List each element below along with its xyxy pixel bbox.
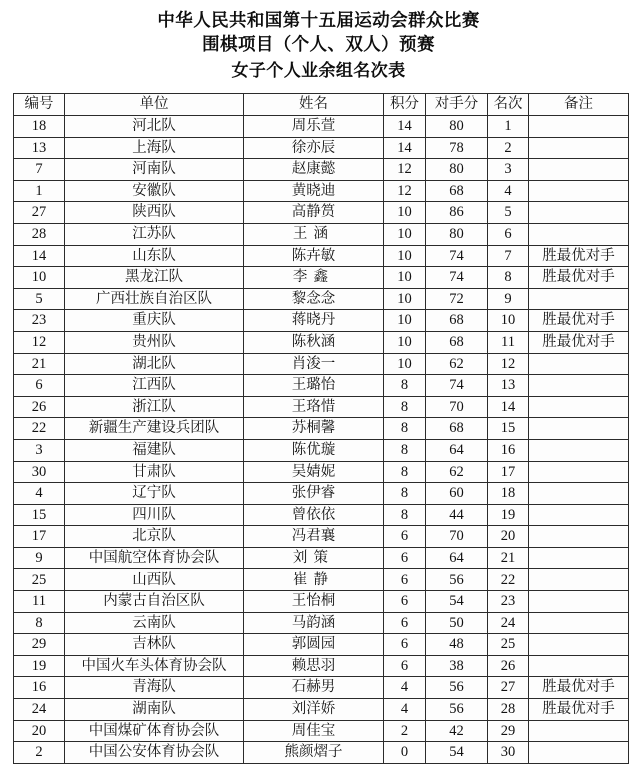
cell-name: 高静筼	[244, 202, 384, 224]
cell-remark	[529, 547, 629, 569]
cell-remark	[529, 461, 629, 483]
cell-unit: 河南队	[65, 159, 244, 181]
cell-id: 24	[14, 699, 65, 721]
results-table	[13, 93, 629, 764]
cell-id: 29	[14, 634, 65, 656]
cell-score: 8	[384, 396, 426, 418]
title-line-3: 女子个人业余组名次表	[231, 60, 406, 80]
cell-id: 11	[14, 591, 65, 613]
cell-rank: 5	[488, 202, 529, 224]
cell-rank: 4	[488, 180, 529, 202]
cell-remark	[529, 418, 629, 440]
column-header-name: 姓名	[244, 94, 384, 116]
cell-unit: 新疆生产建设兵团队	[65, 418, 244, 440]
cell-remark	[529, 439, 629, 461]
cell-rank: 11	[488, 331, 529, 353]
cell-id: 21	[14, 353, 65, 375]
cell-score: 8	[384, 461, 426, 483]
cell-rank: 28	[488, 699, 529, 721]
table-row	[14, 461, 629, 483]
cell-unit: 湖南队	[65, 699, 244, 721]
cell-remark: 胜最优对手	[529, 699, 629, 721]
results-table-container	[13, 93, 628, 764]
cell-remark	[529, 180, 629, 202]
cell-unit: 中国航空体育协会队	[65, 547, 244, 569]
cell-unit: 北京队	[65, 526, 244, 548]
cell-opponent-score: 54	[426, 742, 488, 764]
cell-id: 8	[14, 612, 65, 634]
cell-rank: 19	[488, 504, 529, 526]
cell-rank: 22	[488, 569, 529, 591]
cell-opponent-score: 62	[426, 353, 488, 375]
cell-opponent-score: 68	[426, 418, 488, 440]
cell-unit: 四川队	[65, 504, 244, 526]
cell-id: 3	[14, 439, 65, 461]
cell-id: 19	[14, 655, 65, 677]
cell-rank: 29	[488, 720, 529, 742]
cell-id: 5	[14, 288, 65, 310]
table-header-row	[14, 94, 629, 116]
cell-score: 8	[384, 483, 426, 505]
cell-unit: 山东队	[65, 245, 244, 267]
column-header-remark: 备注	[529, 94, 629, 116]
cell-name: 王怡桐	[244, 591, 384, 613]
table-row	[14, 353, 629, 375]
cell-unit: 贵州队	[65, 331, 244, 353]
cell-remark	[529, 483, 629, 505]
cell-name: 刘洋娇	[244, 699, 384, 721]
cell-score: 10	[384, 245, 426, 267]
cell-remark: 胜最优对手	[529, 331, 629, 353]
cell-unit: 内蒙古自治区队	[65, 591, 244, 613]
cell-rank: 24	[488, 612, 529, 634]
cell-score: 4	[384, 677, 426, 699]
table-row	[14, 569, 629, 591]
cell-remark	[529, 202, 629, 224]
cell-opponent-score: 70	[426, 396, 488, 418]
cell-unit: 中国火车头体育协会队	[65, 655, 244, 677]
cell-score: 10	[384, 223, 426, 245]
title-line-2: 围棋项目（个人、双人）预赛	[202, 34, 435, 55]
cell-id: 28	[14, 223, 65, 245]
cell-name: 冯君襄	[244, 526, 384, 548]
table-row	[14, 699, 629, 721]
cell-remark	[529, 504, 629, 526]
cell-name: 徐亦辰	[244, 137, 384, 159]
table-row	[14, 245, 629, 267]
cell-opponent-score: 72	[426, 288, 488, 310]
cell-score: 6	[384, 634, 426, 656]
cell-unit: 江西队	[65, 375, 244, 397]
cell-name: 王涵	[244, 223, 384, 245]
cell-score: 10	[384, 331, 426, 353]
cell-unit: 浙江队	[65, 396, 244, 418]
cell-rank: 30	[488, 742, 529, 764]
table-row	[14, 742, 629, 764]
cell-score: 0	[384, 742, 426, 764]
cell-opponent-score: 50	[426, 612, 488, 634]
cell-name: 石赫男	[244, 677, 384, 699]
cell-name: 刘策	[244, 547, 384, 569]
cell-opponent-score: 68	[426, 180, 488, 202]
cell-unit: 河北队	[65, 116, 244, 138]
cell-id: 26	[14, 396, 65, 418]
cell-unit: 山西队	[65, 569, 244, 591]
cell-opponent-score: 42	[426, 720, 488, 742]
cell-name: 蒋晓丹	[244, 310, 384, 332]
cell-name: 崔静	[244, 569, 384, 591]
cell-remark: 胜最优对手	[529, 267, 629, 289]
cell-score: 4	[384, 699, 426, 721]
cell-name: 郭圆园	[244, 634, 384, 656]
table-row	[14, 202, 629, 224]
cell-score: 6	[384, 547, 426, 569]
table-header	[14, 94, 629, 116]
cell-name: 李鑫	[244, 267, 384, 289]
cell-name: 王璐怡	[244, 375, 384, 397]
cell-score: 10	[384, 353, 426, 375]
cell-rank: 27	[488, 677, 529, 699]
table-row	[14, 483, 629, 505]
cell-name: 苏桐馨	[244, 418, 384, 440]
cell-remark	[529, 591, 629, 613]
cell-name: 陈优璇	[244, 439, 384, 461]
cell-rank: 13	[488, 375, 529, 397]
cell-rank: 20	[488, 526, 529, 548]
table-row	[14, 396, 629, 418]
table-row	[14, 655, 629, 677]
cell-remark	[529, 526, 629, 548]
cell-unit: 青海队	[65, 677, 244, 699]
cell-remark	[529, 353, 629, 375]
cell-remark	[529, 569, 629, 591]
cell-remark	[529, 612, 629, 634]
cell-unit: 安徽队	[65, 180, 244, 202]
cell-score: 12	[384, 159, 426, 181]
cell-id: 15	[14, 504, 65, 526]
cell-id: 30	[14, 461, 65, 483]
cell-id: 12	[14, 331, 65, 353]
cell-name: 陈秋涵	[244, 331, 384, 353]
column-header-id: 编号	[14, 94, 65, 116]
cell-name: 黎念念	[244, 288, 384, 310]
column-header-score: 积分	[384, 94, 426, 116]
cell-rank: 7	[488, 245, 529, 267]
cell-score: 6	[384, 612, 426, 634]
cell-rank: 12	[488, 353, 529, 375]
cell-rank: 10	[488, 310, 529, 332]
cell-rank: 9	[488, 288, 529, 310]
cell-name: 张伊睿	[244, 483, 384, 505]
table-row	[14, 634, 629, 656]
cell-rank: 26	[488, 655, 529, 677]
cell-rank: 14	[488, 396, 529, 418]
cell-score: 14	[384, 137, 426, 159]
table-row	[14, 677, 629, 699]
cell-opponent-score: 74	[426, 267, 488, 289]
cell-rank: 3	[488, 159, 529, 181]
cell-score: 10	[384, 267, 426, 289]
cell-opponent-score: 78	[426, 137, 488, 159]
cell-score: 6	[384, 591, 426, 613]
cell-score: 14	[384, 116, 426, 138]
table-row	[14, 720, 629, 742]
cell-rank: 23	[488, 591, 529, 613]
cell-id: 14	[14, 245, 65, 267]
cell-unit: 中国公安体育协会队	[65, 742, 244, 764]
cell-opponent-score: 56	[426, 569, 488, 591]
cell-opponent-score: 68	[426, 331, 488, 353]
cell-opponent-score: 44	[426, 504, 488, 526]
table-row	[14, 116, 629, 138]
cell-id: 13	[14, 137, 65, 159]
cell-opponent-score: 70	[426, 526, 488, 548]
cell-name: 赖思羽	[244, 655, 384, 677]
cell-id: 16	[14, 677, 65, 699]
cell-score: 6	[384, 569, 426, 591]
table-row	[14, 137, 629, 159]
table-row	[14, 310, 629, 332]
cell-id: 1	[14, 180, 65, 202]
cell-score: 8	[384, 375, 426, 397]
cell-id: 25	[14, 569, 65, 591]
cell-opponent-score: 80	[426, 116, 488, 138]
cell-remark: 胜最优对手	[529, 310, 629, 332]
cell-id: 23	[14, 310, 65, 332]
table-row	[14, 526, 629, 548]
cell-unit: 广西壮族自治区队	[65, 288, 244, 310]
cell-unit: 辽宁队	[65, 483, 244, 505]
table-row	[14, 375, 629, 397]
table-row	[14, 331, 629, 353]
cell-score: 8	[384, 418, 426, 440]
cell-remark	[529, 720, 629, 742]
cell-opponent-score: 38	[426, 655, 488, 677]
cell-unit: 上海队	[65, 137, 244, 159]
cell-rank: 16	[488, 439, 529, 461]
title-line-1: 中华人民共和国第十五届运动会群众比赛	[157, 10, 480, 30]
cell-unit: 吉林队	[65, 634, 244, 656]
cell-unit: 甘肃队	[65, 461, 244, 483]
document-title-block	[0, 0, 637, 82]
cell-rank: 18	[488, 483, 529, 505]
cell-name: 赵康懿	[244, 159, 384, 181]
cell-name: 周乐萱	[244, 116, 384, 138]
cell-id: 9	[14, 547, 65, 569]
column-header-opponent-score: 对手分	[426, 94, 488, 116]
cell-remark	[529, 396, 629, 418]
cell-unit: 福建队	[65, 439, 244, 461]
cell-unit: 江苏队	[65, 223, 244, 245]
cell-name: 肖浚一	[244, 353, 384, 375]
cell-opponent-score: 54	[426, 591, 488, 613]
cell-remark	[529, 223, 629, 245]
cell-rank: 1	[488, 116, 529, 138]
table-row	[14, 547, 629, 569]
cell-opponent-score: 64	[426, 547, 488, 569]
cell-unit: 陕西队	[65, 202, 244, 224]
cell-score: 6	[384, 526, 426, 548]
cell-name: 曾依依	[244, 504, 384, 526]
cell-rank: 15	[488, 418, 529, 440]
cell-remark: 胜最优对手	[529, 245, 629, 267]
cell-opponent-score: 80	[426, 223, 488, 245]
column-header-unit: 单位	[65, 94, 244, 116]
table-row	[14, 439, 629, 461]
cell-name: 熊颜熠子	[244, 742, 384, 764]
table-body	[14, 116, 629, 764]
cell-remark	[529, 116, 629, 138]
cell-opponent-score: 48	[426, 634, 488, 656]
cell-name: 陈卉敏	[244, 245, 384, 267]
cell-opponent-score: 56	[426, 677, 488, 699]
cell-name: 王珞惜	[244, 396, 384, 418]
cell-unit: 湖北队	[65, 353, 244, 375]
table-row	[14, 612, 629, 634]
cell-rank: 6	[488, 223, 529, 245]
cell-id: 27	[14, 202, 65, 224]
cell-remark: 胜最优对手	[529, 677, 629, 699]
table-row	[14, 267, 629, 289]
cell-remark	[529, 634, 629, 656]
cell-score: 10	[384, 310, 426, 332]
cell-unit: 重庆队	[65, 310, 244, 332]
cell-id: 7	[14, 159, 65, 181]
cell-score: 2	[384, 720, 426, 742]
cell-score: 10	[384, 202, 426, 224]
cell-opponent-score: 74	[426, 375, 488, 397]
cell-opponent-score: 60	[426, 483, 488, 505]
cell-remark	[529, 137, 629, 159]
cell-opponent-score: 74	[426, 245, 488, 267]
cell-score: 12	[384, 180, 426, 202]
table-row	[14, 223, 629, 245]
cell-rank: 8	[488, 267, 529, 289]
cell-id: 17	[14, 526, 65, 548]
cell-id: 4	[14, 483, 65, 505]
cell-rank: 17	[488, 461, 529, 483]
cell-name: 周佳宝	[244, 720, 384, 742]
cell-id: 2	[14, 742, 65, 764]
cell-opponent-score: 62	[426, 461, 488, 483]
cell-score: 8	[384, 504, 426, 526]
cell-id: 22	[14, 418, 65, 440]
column-header-rank: 名次	[488, 94, 529, 116]
cell-opponent-score: 86	[426, 202, 488, 224]
cell-remark	[529, 375, 629, 397]
table-row	[14, 159, 629, 181]
cell-remark	[529, 742, 629, 764]
cell-unit: 云南队	[65, 612, 244, 634]
cell-unit: 黑龙江队	[65, 267, 244, 289]
cell-name: 马韵涵	[244, 612, 384, 634]
cell-name: 吴婧妮	[244, 461, 384, 483]
cell-opponent-score: 68	[426, 310, 488, 332]
cell-rank: 2	[488, 137, 529, 159]
cell-remark	[529, 159, 629, 181]
cell-id: 20	[14, 720, 65, 742]
cell-rank: 21	[488, 547, 529, 569]
cell-opponent-score: 56	[426, 699, 488, 721]
cell-score: 8	[384, 439, 426, 461]
table-row	[14, 288, 629, 310]
table-row	[14, 418, 629, 440]
cell-id: 6	[14, 375, 65, 397]
cell-rank: 25	[488, 634, 529, 656]
table-row	[14, 504, 629, 526]
cell-unit: 中国煤矿体育协会队	[65, 720, 244, 742]
cell-opponent-score: 64	[426, 439, 488, 461]
cell-score: 6	[384, 655, 426, 677]
table-row	[14, 591, 629, 613]
cell-id: 18	[14, 116, 65, 138]
cell-remark	[529, 288, 629, 310]
cell-score: 10	[384, 288, 426, 310]
table-row	[14, 180, 629, 202]
cell-remark	[529, 655, 629, 677]
cell-id: 10	[14, 267, 65, 289]
cell-name: 黄晓迪	[244, 180, 384, 202]
cell-opponent-score: 80	[426, 159, 488, 181]
